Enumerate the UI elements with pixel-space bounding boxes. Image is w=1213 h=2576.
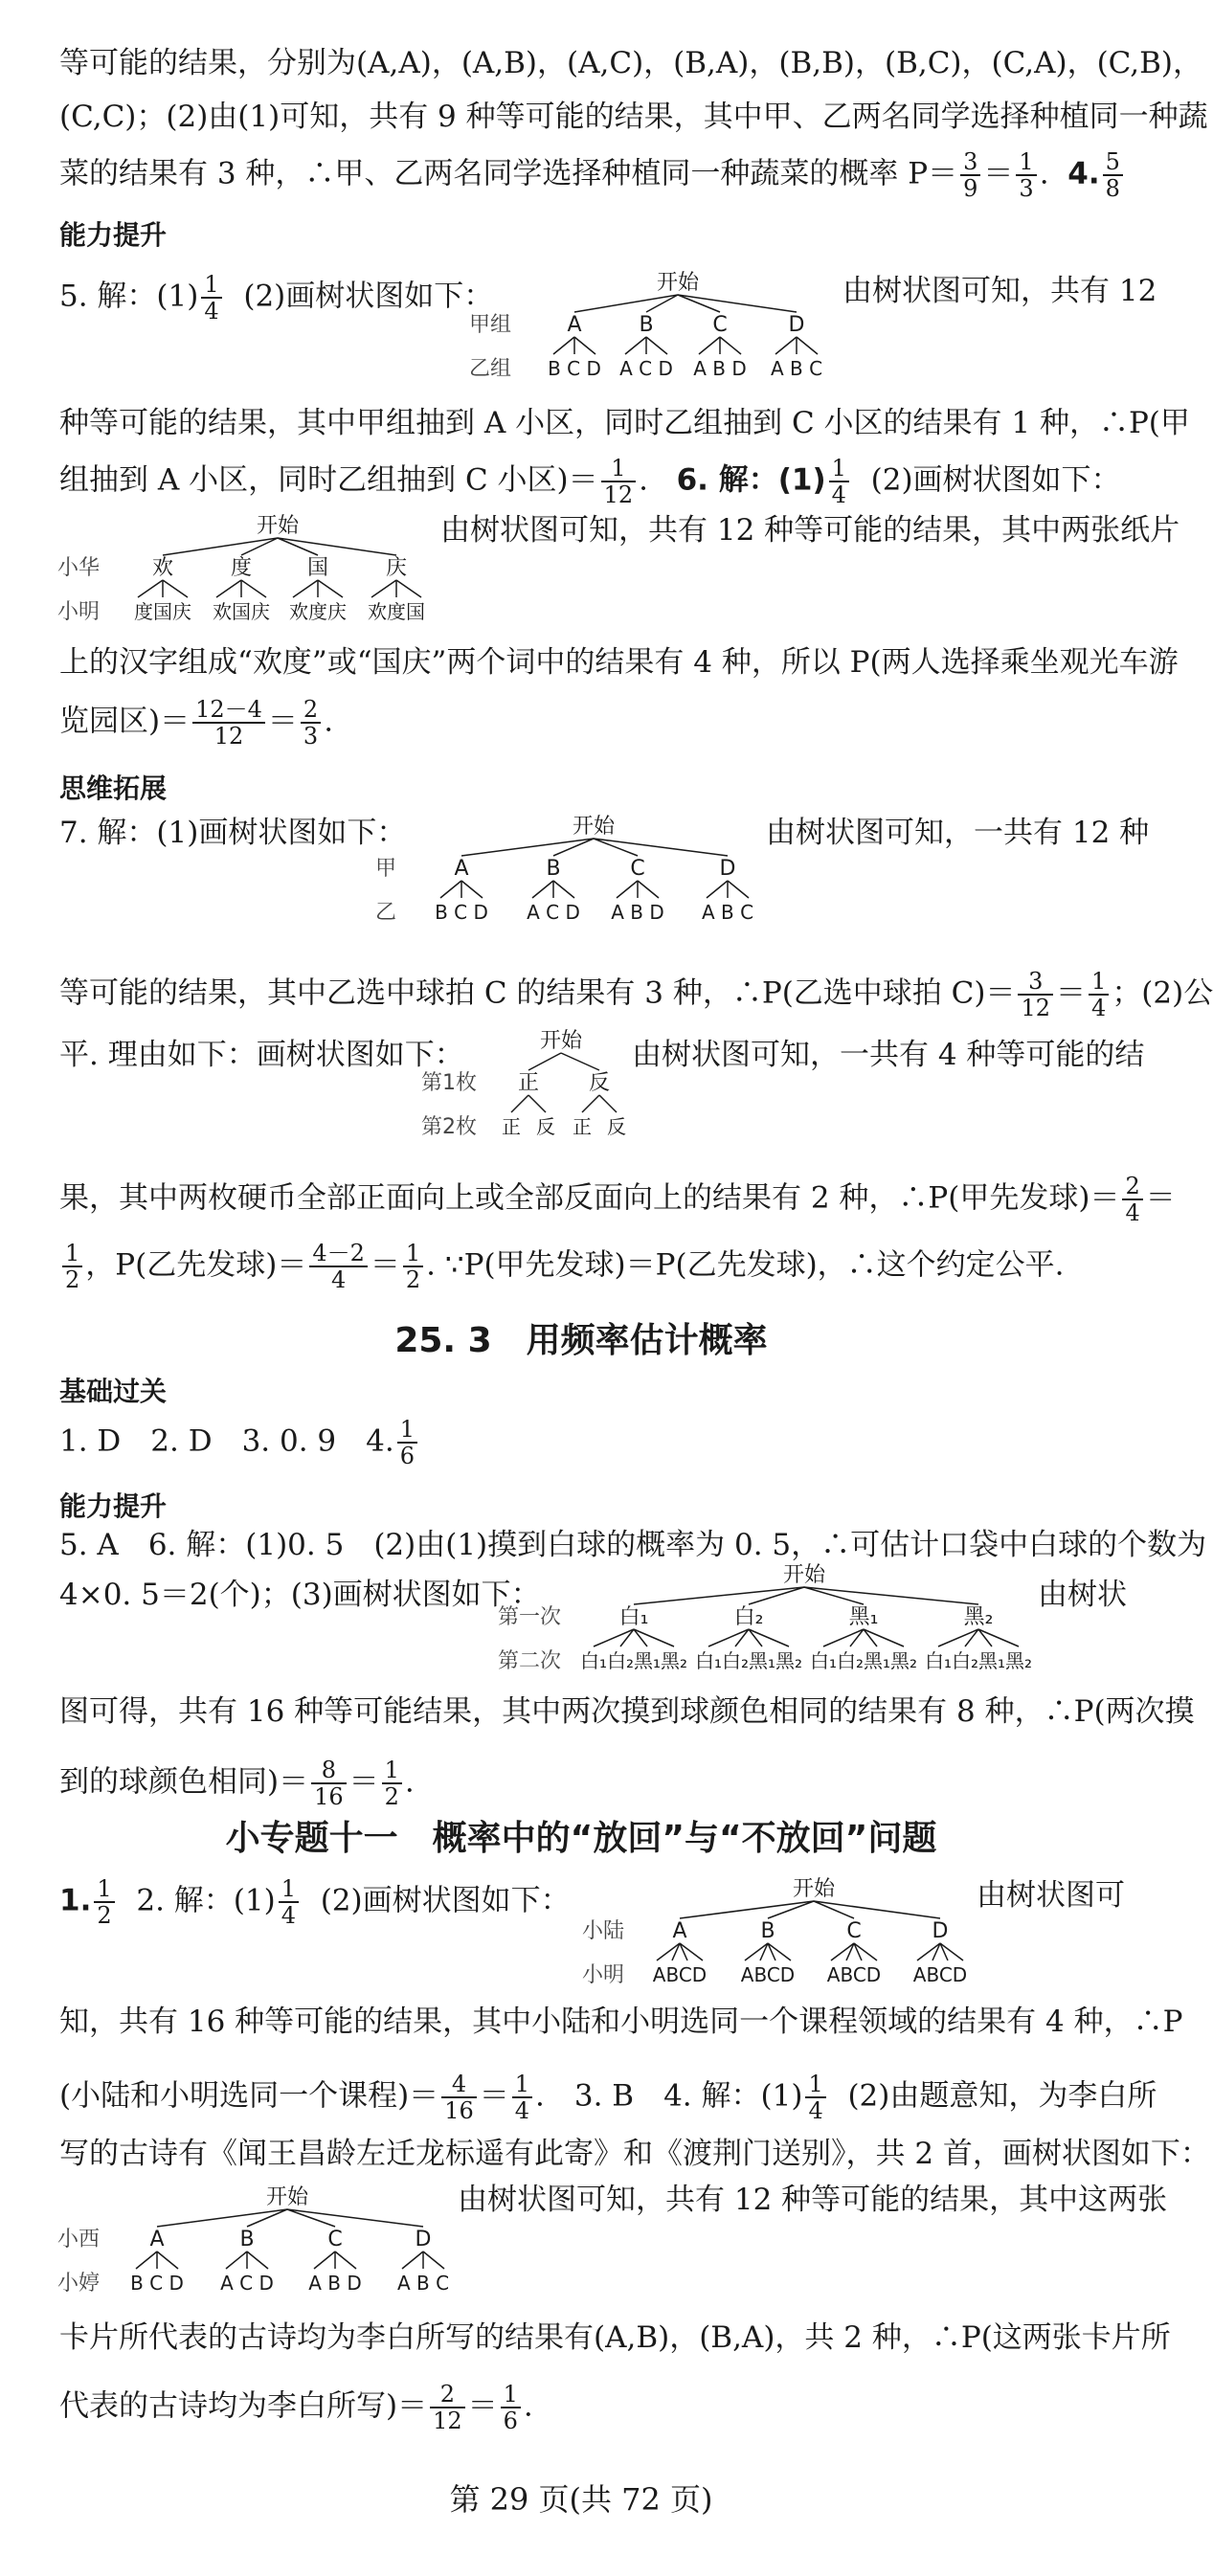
numerator: 2	[1122, 1174, 1142, 1200]
numerator: 4	[441, 2072, 477, 2098]
text-span: 6. 解：(1)	[676, 462, 826, 498]
text-line	[59, 1876, 571, 1928]
tree-node: 国	[306, 556, 329, 580]
text-span: ；(2)公	[1112, 975, 1213, 1011]
tree-leaf-group: A C D	[220, 2272, 274, 2295]
page-footer: 第 29 页(共 72 页)	[449, 2481, 713, 2518]
tree-diagram	[366, 812, 768, 936]
section-heading: 能力提升	[59, 219, 168, 251]
numerator: 3	[1018, 969, 1053, 996]
fraction	[311, 1758, 347, 1809]
tree-leaf: 正	[573, 1115, 592, 1138]
row-label: 甲组	[469, 313, 512, 337]
numerator: 1	[1089, 969, 1109, 996]
equals: ＝	[467, 2388, 498, 2424]
tree-leaf-group: A B C	[396, 2272, 450, 2295]
row-label: 第2枚	[421, 1115, 477, 1139]
denominator: 4	[831, 482, 846, 508]
denominator: 6	[503, 2408, 518, 2434]
text-span: ，P(乙先发球)＝	[85, 1247, 307, 1283]
denominator: 12	[433, 2408, 462, 2434]
denominator: 4	[281, 1902, 296, 1929]
section-heading: 基础过关	[59, 1376, 168, 1407]
fraction	[512, 2072, 532, 2123]
fraction	[382, 1758, 402, 1809]
text-line: 由树状图可知，一共有 12 种	[766, 816, 1150, 850]
row-label: 第1枚	[421, 1071, 477, 1095]
text-line	[59, 1417, 420, 1468]
text-span: 等可能的结果，其中乙选中球拍 C 的结果有 3 种，∴P(乙选中球拍 C)＝	[59, 975, 1016, 1011]
numerator: 1	[601, 456, 637, 482]
fraction	[441, 2072, 477, 2123]
text-span: .	[1039, 156, 1049, 191]
tree-leaf-group: A B C	[770, 357, 823, 380]
numerator: 1	[1016, 149, 1036, 176]
tree-node: A	[672, 1919, 687, 1943]
numerator: 2	[301, 697, 321, 724]
fraction	[1122, 1174, 1142, 1225]
tree-diagram	[582, 1874, 984, 1999]
tree-node: C	[327, 2228, 343, 2251]
text-line: 上的汉字组成“欢度”或“国庆”两个词中的结果有 4 种，所以 P(两人选择乘坐观光车游	[59, 645, 1179, 680]
numerator: 1	[501, 2382, 521, 2408]
text-line: 卡片所代表的古诗均为李白所写的结果有(A,B)，(B,A)，共 2 种，∴P(这两张卡片所	[59, 2320, 1171, 2355]
numerator: 1	[403, 1241, 423, 1267]
tree-leaf-group: B C D	[435, 901, 488, 924]
tree-node: 白₂	[733, 1605, 764, 1629]
text-span: .	[523, 2388, 533, 2424]
tree-leaf-group: 欢度庆	[289, 600, 347, 623]
row-label: 乙	[375, 901, 397, 925]
tree-root: 开始	[656, 271, 700, 295]
text-line: 种等可能的结果，其中甲组抽到 A 小区，同时乙组抽到 C 小区的结果有 1 种，∴P(甲	[59, 406, 1190, 440]
tree-leaf-group: 度国庆	[134, 600, 191, 623]
question-number: 4.	[1067, 156, 1100, 191]
text-line: (C,C)；(2)由(1)可知，共有 9 种等可能的结果，其中甲、乙两名同学选择种植同一种蔬	[59, 100, 1208, 134]
text-line: 由树状图可知，一共有 4 种等可能的结	[632, 1038, 1145, 1072]
tree-leaf-group: 欢国庆	[213, 600, 270, 623]
text-span: (2)画树状图如下：	[870, 462, 1121, 498]
fraction	[192, 697, 265, 749]
numerator: 5	[1103, 149, 1123, 176]
tree-node: 庆	[385, 556, 408, 580]
equals: ＝	[1056, 975, 1087, 1011]
row-label: 甲	[375, 857, 397, 881]
tree-leaf: 反	[607, 1115, 626, 1138]
tree-diagram	[498, 1560, 1034, 1685]
tree-leaf-group: 白₁白₂黑₁黑₂	[809, 1649, 918, 1672]
tree-branches	[657, 1901, 963, 1960]
denominator: 2	[384, 1783, 399, 1810]
text-line: 平. 理由如下：画树状图如下：	[59, 1038, 464, 1072]
tree-diagram	[57, 511, 460, 636]
tree-leaf-group: 白₁白₂黑₁黑₂	[694, 1649, 803, 1672]
tree-branches	[138, 538, 421, 597]
text-line	[59, 272, 493, 324]
denominator: 16	[444, 2097, 474, 2124]
fraction	[301, 697, 321, 749]
tree-leaf-group: ABCD	[652, 1963, 708, 1986]
text-span: .	[639, 462, 649, 498]
tree-node: B	[760, 1919, 775, 1943]
denominator: 4	[1125, 1199, 1140, 1226]
tree-leaf-group: A C D	[619, 357, 673, 380]
fraction	[501, 2382, 521, 2433]
tree-node: C	[630, 857, 645, 881]
tree-root: 开始	[782, 1563, 826, 1587]
text-line	[59, 2382, 533, 2433]
tree-branches	[594, 1587, 1019, 1646]
tree-leaf: 正	[502, 1115, 521, 1138]
denominator: 2	[405, 1266, 421, 1293]
text-line: 4×0. 5＝2(个)；(3)画树状图如下：	[59, 1578, 541, 1612]
tree-node: B	[639, 313, 654, 337]
text-line: 7. 解：(1)画树状图如下：	[59, 816, 407, 850]
tree-node: 正	[517, 1071, 540, 1095]
text-span: 菜的结果有 3 种，∴甲、乙两名同学选择种植同一种蔬菜的概率 P＝	[59, 156, 958, 191]
denominator: 6	[399, 1443, 416, 1469]
tree-node: C	[846, 1919, 862, 1943]
tree-leaf-group: B C D	[548, 357, 601, 380]
text-span: 5. 解：(1)	[59, 279, 199, 314]
fraction	[430, 2382, 465, 2433]
denominator: 3	[303, 723, 319, 750]
tree-diagram	[57, 2183, 460, 2307]
text-span: 1. D 2. D 3. 0. 9 4.	[59, 1423, 394, 1459]
text-span: . 3. B 4. 解：(1)	[535, 2078, 803, 2114]
equals: ＝	[348, 1764, 379, 1800]
tree-leaf-group: A B D	[693, 357, 747, 380]
denominator: 4	[330, 1266, 347, 1293]
tree-node: D	[788, 313, 805, 337]
fraction	[94, 1876, 114, 1928]
fraction	[201, 272, 221, 324]
text-line: 由树状图可知，共有 12	[842, 274, 1157, 308]
text-line: 由树状图可知，共有 12 种等可能的结果，其中这两张	[458, 2183, 1168, 2217]
text-span: (2)画树状图如下：	[320, 1883, 571, 1918]
tree-root: 开始	[265, 2185, 309, 2209]
tree-leaf-group: ABCD	[826, 1963, 882, 1986]
tree-node: 黑₁	[848, 1605, 879, 1629]
numerator: 1	[805, 2072, 825, 2098]
text-line: 知，共有 16 种等可能的结果，其中小陆和小明选同一个课程领域的结果有 4 种，∴P	[59, 2005, 1183, 2039]
text-line: 等可能的结果，分别为(A,A)，(A,B)，(A,C)，(B,A)，(B,B)，(B,C)，(C,A)，(C,B)，	[59, 46, 1203, 80]
fraction	[403, 1241, 423, 1292]
text-line: 写的古诗有《闻王昌龄左迁龙标遥有此寄》和《渡荆门送别》，共 2 首，画树状图如下：	[59, 2137, 1210, 2171]
fraction	[309, 1241, 368, 1292]
row-label: 小明	[57, 600, 101, 624]
text-line	[59, 1758, 415, 1809]
numerator: 1	[94, 1876, 114, 1903]
text-span: .	[324, 704, 334, 739]
section-title: 小专题十一 概率中的“放回”与“不放回”问题	[225, 1819, 937, 1858]
tree-node: D	[415, 2228, 432, 2251]
denominator: 4	[808, 2097, 823, 2124]
equals: ＝	[983, 156, 1014, 191]
tree-node: 欢	[151, 556, 174, 580]
tree-node: A	[567, 313, 582, 337]
tree-leaf-group: A B C	[701, 901, 754, 924]
text-line	[59, 1241, 1065, 1292]
numerator: 8	[311, 1758, 347, 1784]
row-label: 乙组	[469, 357, 512, 381]
numerator: 1	[397, 1417, 417, 1444]
row-label: 小西	[57, 2228, 101, 2251]
tree-leaf-group: B C D	[130, 2272, 184, 2295]
text-line	[59, 456, 1121, 507]
fraction	[1016, 149, 1036, 201]
tree-branches	[136, 2209, 444, 2269]
tree-node: 黑₂	[963, 1605, 994, 1629]
text-span: 到的球颜色相同)＝	[59, 1764, 309, 1800]
row-label: 小陆	[582, 1919, 625, 1943]
equals: ＝	[370, 1247, 400, 1283]
tree-node: 白₁	[618, 1605, 649, 1629]
tree-branches	[440, 839, 749, 898]
numerator: 1	[829, 456, 849, 482]
question-number: 1.	[59, 1883, 92, 1918]
numerator: 1	[201, 272, 221, 299]
numerator: 1	[512, 2072, 532, 2098]
text-span: (小陆和小明选同一个课程)＝	[59, 2078, 439, 2114]
tree-root: 开始	[539, 1029, 583, 1053]
row-label: 小明	[582, 1963, 625, 1987]
row-label: 小婷	[57, 2272, 101, 2296]
text-span: 果，其中两枚硬币全部正面向上或全部反面向上的结果有 2 种，∴P(甲先发球)＝	[59, 1180, 1120, 1216]
tree-node: B	[239, 2228, 255, 2251]
denominator: 16	[314, 1783, 344, 1810]
section-title: 25. 3 用频率估计概率	[394, 1321, 768, 1360]
fraction	[601, 456, 637, 507]
numerator: 12－4	[192, 697, 265, 724]
tree-root: 开始	[256, 514, 300, 538]
tree-leaf-group: ABCD	[912, 1963, 968, 1986]
section-heading: 能力提升	[59, 1490, 168, 1522]
tree-node: D	[932, 1919, 949, 1943]
text-span: 组抽到 A 小区，同时乙组抽到 C 小区)＝	[59, 462, 598, 498]
fraction	[829, 456, 849, 507]
denominator: 2	[97, 1902, 112, 1929]
denominator: 2	[65, 1266, 80, 1293]
row-label: 小华	[57, 556, 101, 580]
tree-node: A	[454, 857, 469, 881]
text-span: 览园区)＝	[59, 704, 191, 739]
tree-leaf: 反	[536, 1115, 555, 1138]
row-label: 第一次	[498, 1605, 562, 1629]
denominator: 4	[204, 298, 219, 325]
fraction	[960, 149, 980, 201]
tree-branches	[553, 295, 818, 354]
tree-leaf-group: A C D	[527, 901, 580, 924]
text-span: (2)画树状图如下：	[243, 279, 494, 314]
denominator: 4	[1091, 995, 1107, 1021]
fraction	[62, 1241, 82, 1292]
tree-diagram	[469, 268, 871, 392]
numerator: 2	[430, 2382, 465, 2408]
denominator: 3	[1019, 175, 1034, 202]
numerator: 1	[279, 1876, 299, 1903]
equals: ＝	[479, 2078, 509, 2114]
tree-root: 开始	[572, 815, 616, 839]
numerator: 4－2	[309, 1241, 368, 1267]
text-line: 由树状图可知，共有 12 种等可能的结果，其中两张纸片	[440, 513, 1180, 548]
denominator: 12	[213, 723, 244, 750]
text-span: (2)由题意知，为李白所	[847, 2078, 1157, 2114]
text-line: 5. A 6. 解：(1)0. 5 (2)由(1)摸到白球的概率为 0. 5，∴可估计口袋中白球的个数为	[59, 1528, 1207, 1562]
fraction	[1018, 969, 1053, 1020]
tree-node: A	[149, 2228, 165, 2251]
denominator: 8	[1105, 175, 1120, 202]
text-line	[59, 969, 1213, 1020]
fraction	[397, 1417, 417, 1468]
tree-leaf-group: A B D	[308, 2272, 362, 2295]
equals: ＝	[1145, 1180, 1176, 1216]
text-line	[59, 1174, 1176, 1225]
text-line	[59, 2072, 1157, 2123]
tree-leaf-group: A B D	[611, 901, 664, 924]
fraction	[1089, 969, 1109, 1020]
fraction	[279, 1876, 299, 1928]
tree-root: 开始	[792, 1877, 836, 1901]
tree-leaf-group: 白₁白₂黑₁黑₂	[579, 1649, 688, 1672]
text-line	[59, 149, 1126, 201]
text-line: 图可得，共有 16 种等可能结果，其中两次摸到球颜色相同的结果有 8 种，∴P(两次摸	[59, 1694, 1195, 1729]
tree-leaf-group: ABCD	[740, 1963, 796, 1986]
tree-node: B	[546, 857, 561, 881]
text-line: 由树状	[1038, 1578, 1127, 1612]
tree-node: C	[712, 313, 728, 337]
row-label: 第二次	[498, 1649, 562, 1673]
fraction	[805, 2072, 825, 2123]
tree-node: 度	[230, 556, 253, 580]
text-span: 代表的古诗均为李白所写)＝	[59, 2388, 428, 2424]
tree-diagram	[421, 1026, 641, 1151]
numerator: 1	[382, 1758, 402, 1784]
numerator: 3	[960, 149, 980, 176]
denominator: 4	[514, 2097, 530, 2124]
tree-leaf-group: 欢度国	[368, 600, 425, 623]
tree-leaf-group: 白₁白₂黑₁黑₂	[924, 1649, 1033, 1672]
text-span: 2. 解：(1)	[136, 1883, 276, 1918]
text-span: .	[404, 1764, 415, 1800]
tree-node: 反	[588, 1071, 611, 1095]
denominator: 12	[603, 482, 634, 508]
denominator: 9	[963, 175, 978, 202]
tree-node: D	[719, 857, 736, 881]
denominator: 12	[1021, 995, 1051, 1021]
text-line	[59, 697, 333, 749]
text-line: 由树状图可	[977, 1878, 1125, 1913]
section-heading: 思维拓展	[59, 773, 168, 804]
fraction	[1103, 149, 1123, 201]
equals: ＝	[267, 704, 298, 739]
numerator: 1	[62, 1241, 82, 1267]
text-span: . ∵P(甲先发球)＝P(乙先发球)，∴这个约定公平.	[426, 1247, 1065, 1283]
